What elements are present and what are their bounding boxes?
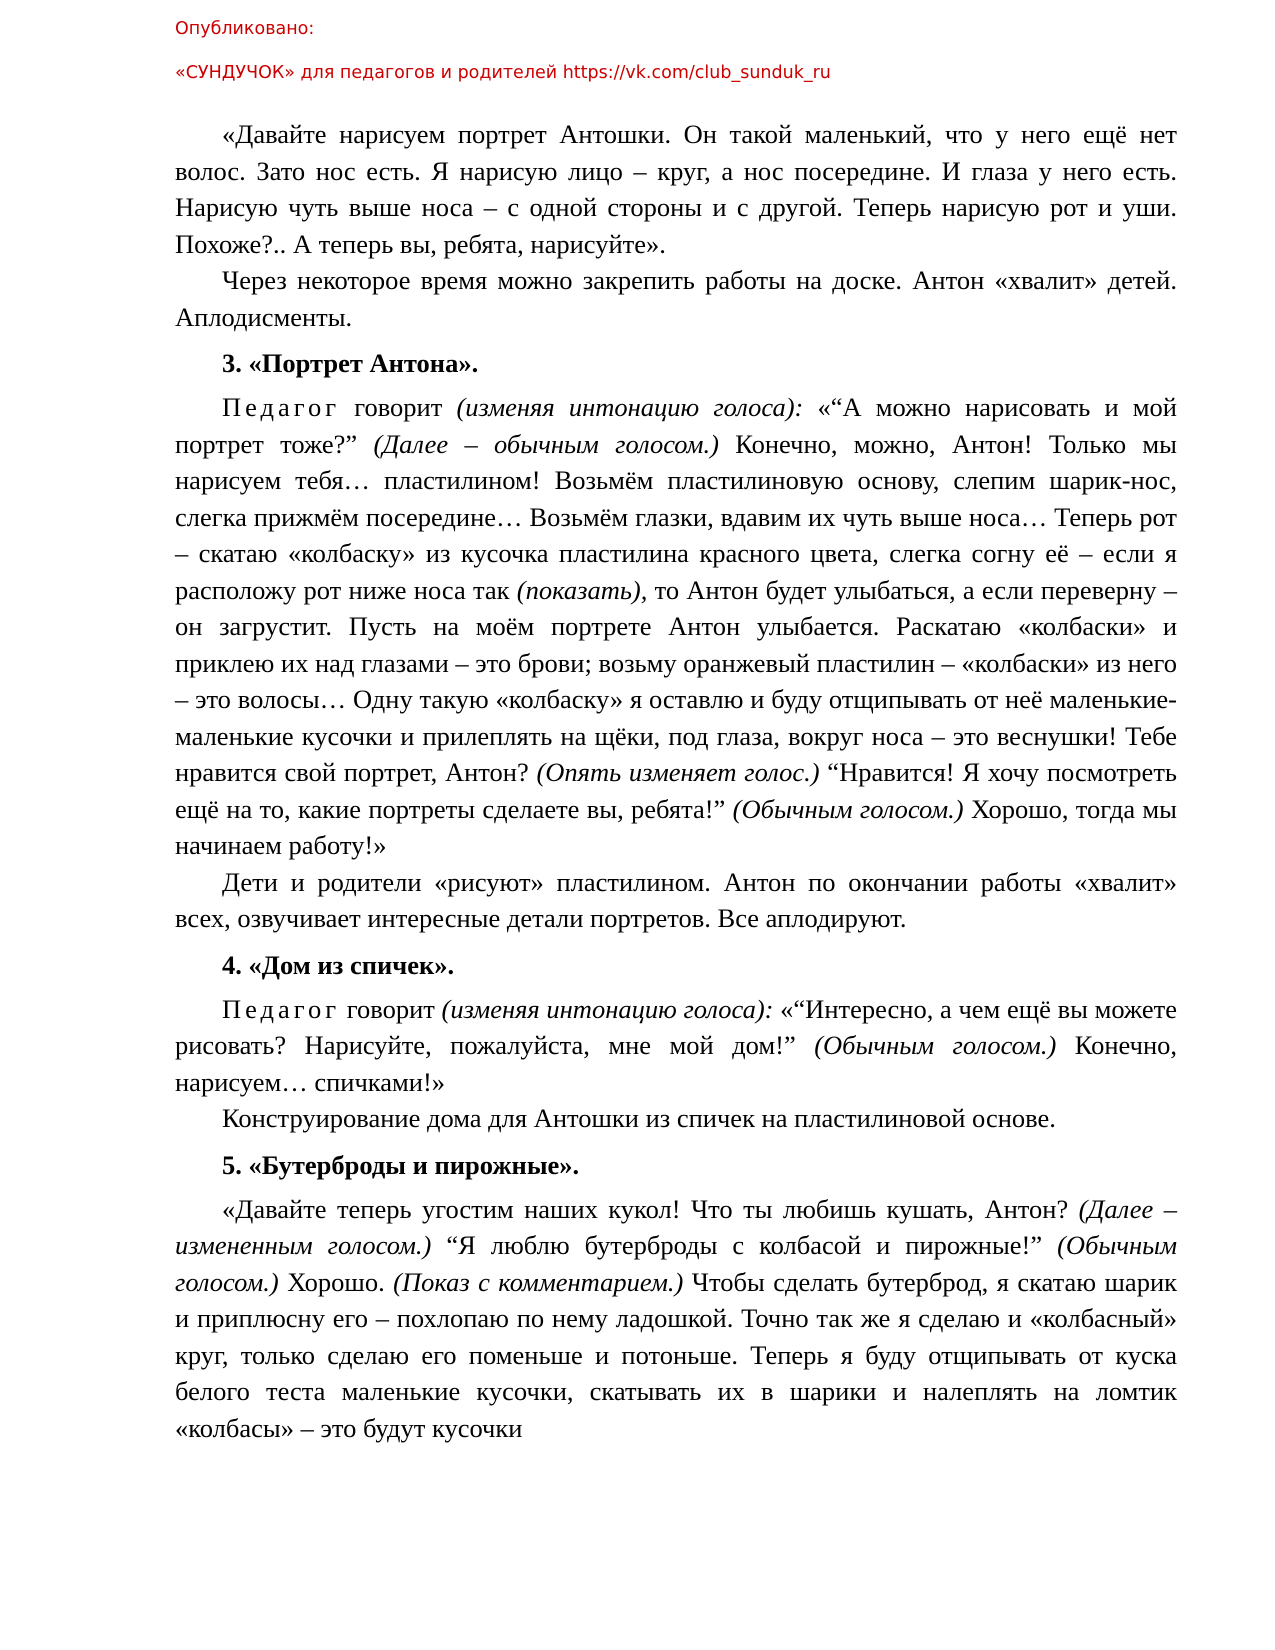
text-run: говорит xyxy=(340,993,442,1024)
section-heading: 3. «Портрет Антона». xyxy=(222,348,479,378)
text-run: «“А можно нарисовать и мой портрет тоже?” xyxy=(175,392,1177,459)
speaker-label: Педагог xyxy=(222,993,341,1024)
paragraph: Дети и родители «рисуют» пластилином. Антон по окончании работы «хвалит» всех, озвучивает интересные детали портретов. Все аплодируют. xyxy=(175,866,1177,933)
published-label: Опубликовано: xyxy=(175,19,315,39)
document-body xyxy=(175,116,1177,1446)
text-run: «Давайте теперь угостим наших кукол! Что ты любишь кушать, Антон? xyxy=(222,1193,1079,1224)
stage-note: (Далее – обычным голосом.) xyxy=(373,428,719,459)
section-heading: 5. «Бутерброды и пирожные». xyxy=(222,1149,580,1180)
stage-note: (изменяя интонацию голоса): xyxy=(441,993,774,1024)
paragraph xyxy=(175,991,1177,1101)
text-run: Хорошо. xyxy=(278,1266,394,1297)
source-link[interactable]: «СУНДУЧОК» для педагогов и родителей https://vk.com/club_sunduk_ru xyxy=(175,63,831,83)
text-run: Конечно, нарисуем… спичками!» xyxy=(175,1030,1177,1097)
text-run: то Антон будет улыбаться, а если переверну – он загрустит. Пусть на моём портрете Антон улыбается. Раскатаю «колбаски» и приклею их над глазами – это брови; возьму оранжевый пластилин – «колбаски» из него – это волосы… Одну такую «колбаску» я оставлю и буду отщипывать от неё маленькие-маленькие кусочки и прилеплять на щёки, под глаза, вокруг носа – это веснушки! Тебе нравится свой портрет, Антон? xyxy=(175,574,1177,787)
speaker-label: Педагог xyxy=(222,392,341,422)
text-run: “Нравится! Я хочу посмотреть ещё на то, какие портреты сделаете вы, ребята!” xyxy=(175,757,1177,824)
paragraph: Через некоторое время можно закрепить работы на доске. Антон «хвалит» детей. Аплодисменты. xyxy=(175,265,1177,332)
stage-note: (Далее – измененным голосом.) xyxy=(175,1193,1177,1260)
stage-note: (Обычным голосом.) xyxy=(175,1230,1177,1297)
stage-note: (Обычным голосом.) xyxy=(814,1030,1057,1060)
text-run: Конечно, можно, Антон! Только мы нарисуем тебя… пластилином! Возьмём пластилиновую основу, слепим шарик-нос, слегка прижмём посередине… Возьмём глазки, вдавим их чуть выше носа… Теперь рот – скатаю «колбаску» из кусочка пластилина красного цвета, слегка согну её – если я расположу рот ниже носа так xyxy=(175,428,1177,605)
stage-note: (показать), xyxy=(516,574,648,605)
text-run: “Я люблю бутерброды с колбасой и пирожные!” xyxy=(431,1230,1058,1260)
paragraph: Конструирование дома для Антошки из спичек на пластилиновой основе. xyxy=(222,1103,1056,1133)
paragraph xyxy=(175,389,1177,864)
text-run: Чтобы сделать бутерброд, я скатаю шарик и приплюсну его – похлопаю по нему ладошкой. Точно так же я сделаю и «колбасный» круг, только сделаю его поменьше и потоньше. Теперь я буду отщипывать от куска белого теста маленькие кусочки, скатывать их в шарики и налеплять на ломтик «колбасы» – это будут кусочки xyxy=(175,1266,1177,1443)
stage-note: (изменяя интонацию голоса): xyxy=(456,392,804,422)
text-run: говорит xyxy=(340,392,457,422)
stage-note: (Обычным голосом.) xyxy=(732,793,964,824)
paragraph: «Давайте нарисуем портрет Антошки. Он такой маленький, что у него ещё нет волос. Зато нос есть. Я нарисую лицо – круг, а нос посередине. И глаза у него есть. Нарисую чуть выше носа – с одной стороны и с другой. Теперь нарисую рот и уши. Похоже?.. А теперь вы, ребята, нарисуйте». xyxy=(175,119,1177,259)
section-heading: 4. «Дом из спичек». xyxy=(222,949,455,980)
stage-note: (Опять изменяет голос.) xyxy=(536,757,820,787)
stage-note: (Показ с комментарием.) xyxy=(393,1266,684,1297)
text-run: Хорошо, тогда мы начинаем работу!» xyxy=(175,793,1177,860)
paragraph xyxy=(175,1191,1177,1447)
text-run: «“Интересно, а чем ещё вы можете рисовать? Нарисуйте, пожалуйста, мне мой дом!” xyxy=(175,993,1177,1060)
